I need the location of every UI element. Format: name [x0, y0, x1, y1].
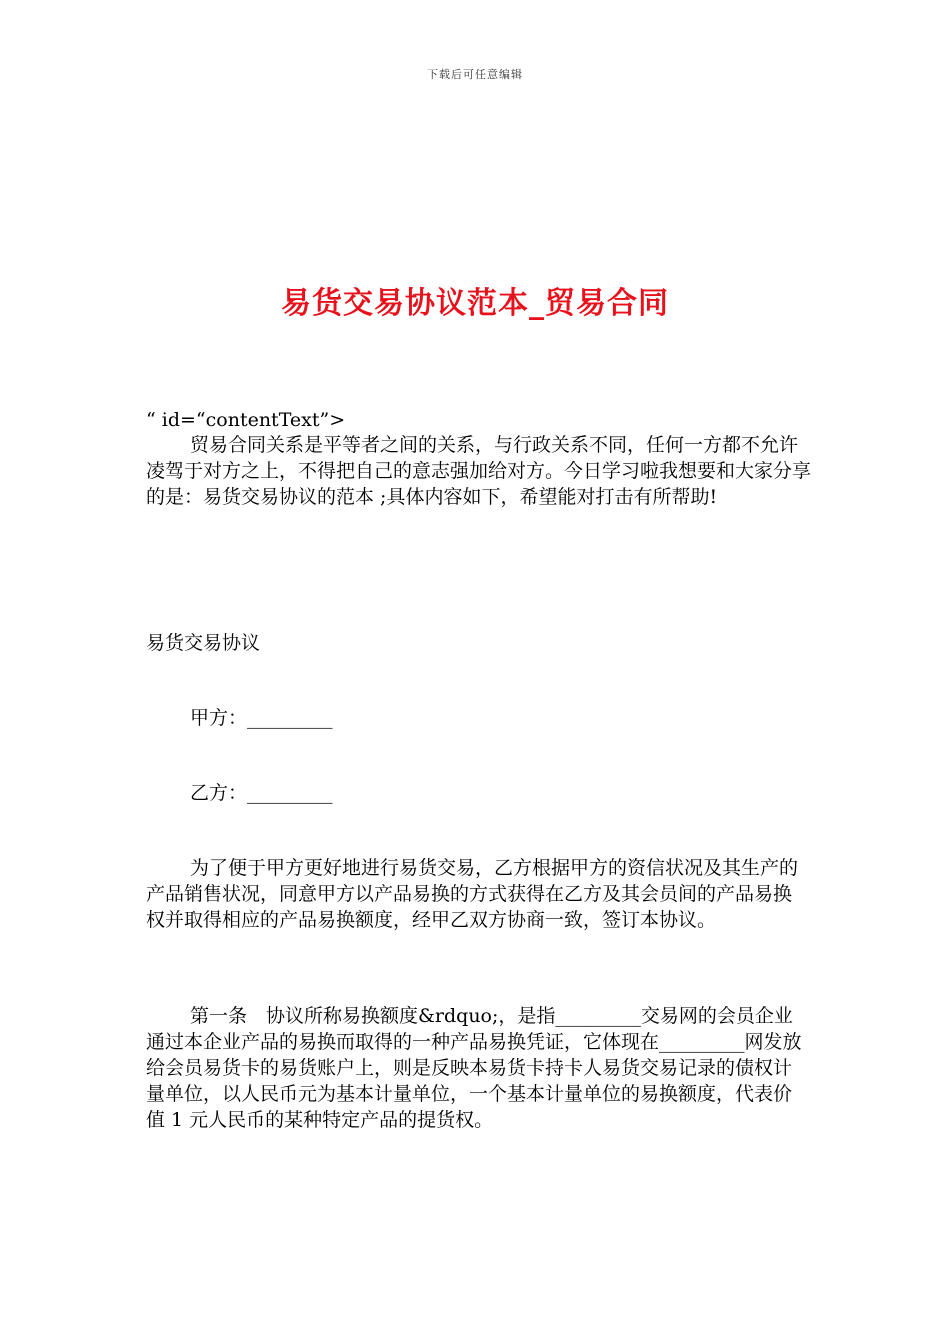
intro-paragraph: 贸易合同关系是平等者之间的关系，与行政关系不同，任何一方都不允许凌驾于对方之上，不得把自己的意志强加给对方。今日学习啦我想要和大家分享的是：易货交易协议的范本 ;具体内容如下，希望能对打击有所帮助! [146, 434, 812, 508]
header-note: 下载后可任意编辑 [427, 68, 523, 81]
party-b-line [190, 780, 858, 806]
preamble-paragraph: 为了便于甲方更好地进行易货交易，乙方根据甲方的资信状况及其生产的产品销售状况，同意甲方以产品易换的方式获得在乙方及其会员间的产品易换权并取得相应的产品易换额度，经甲乙双方协商一致，签订本协议。 [146, 857, 799, 931]
party-a-label: 甲方： [190, 707, 248, 729]
party-b-blank: _________ [247, 782, 333, 804]
party-a-blank: _________ [247, 707, 333, 729]
party-b-label: 乙方： [190, 782, 248, 804]
party-a-line [190, 705, 858, 731]
article-one-paragraph: 第一条 协议所称易换额度&rdquo;，是指_________交易网的会员企业通过本企业产品的易换而取得的一种产品易换凭证，它体现在_________网发放给会员易货卡的易货账户上，则是反映本易货卡持卡人易货交易记录的债权计量单位，以人民币元为基本计量单位，一个基本计量单位的易换额度，代表价值 1 元人民币的某种特定产品的提货权。 [146, 1005, 802, 1131]
document-title: 易货交易协议范本_贸易合同 [281, 286, 669, 321]
section-heading: 易货交易协议 [146, 632, 261, 654]
stray-code-line: “ id=“contentText”> [146, 409, 346, 431]
